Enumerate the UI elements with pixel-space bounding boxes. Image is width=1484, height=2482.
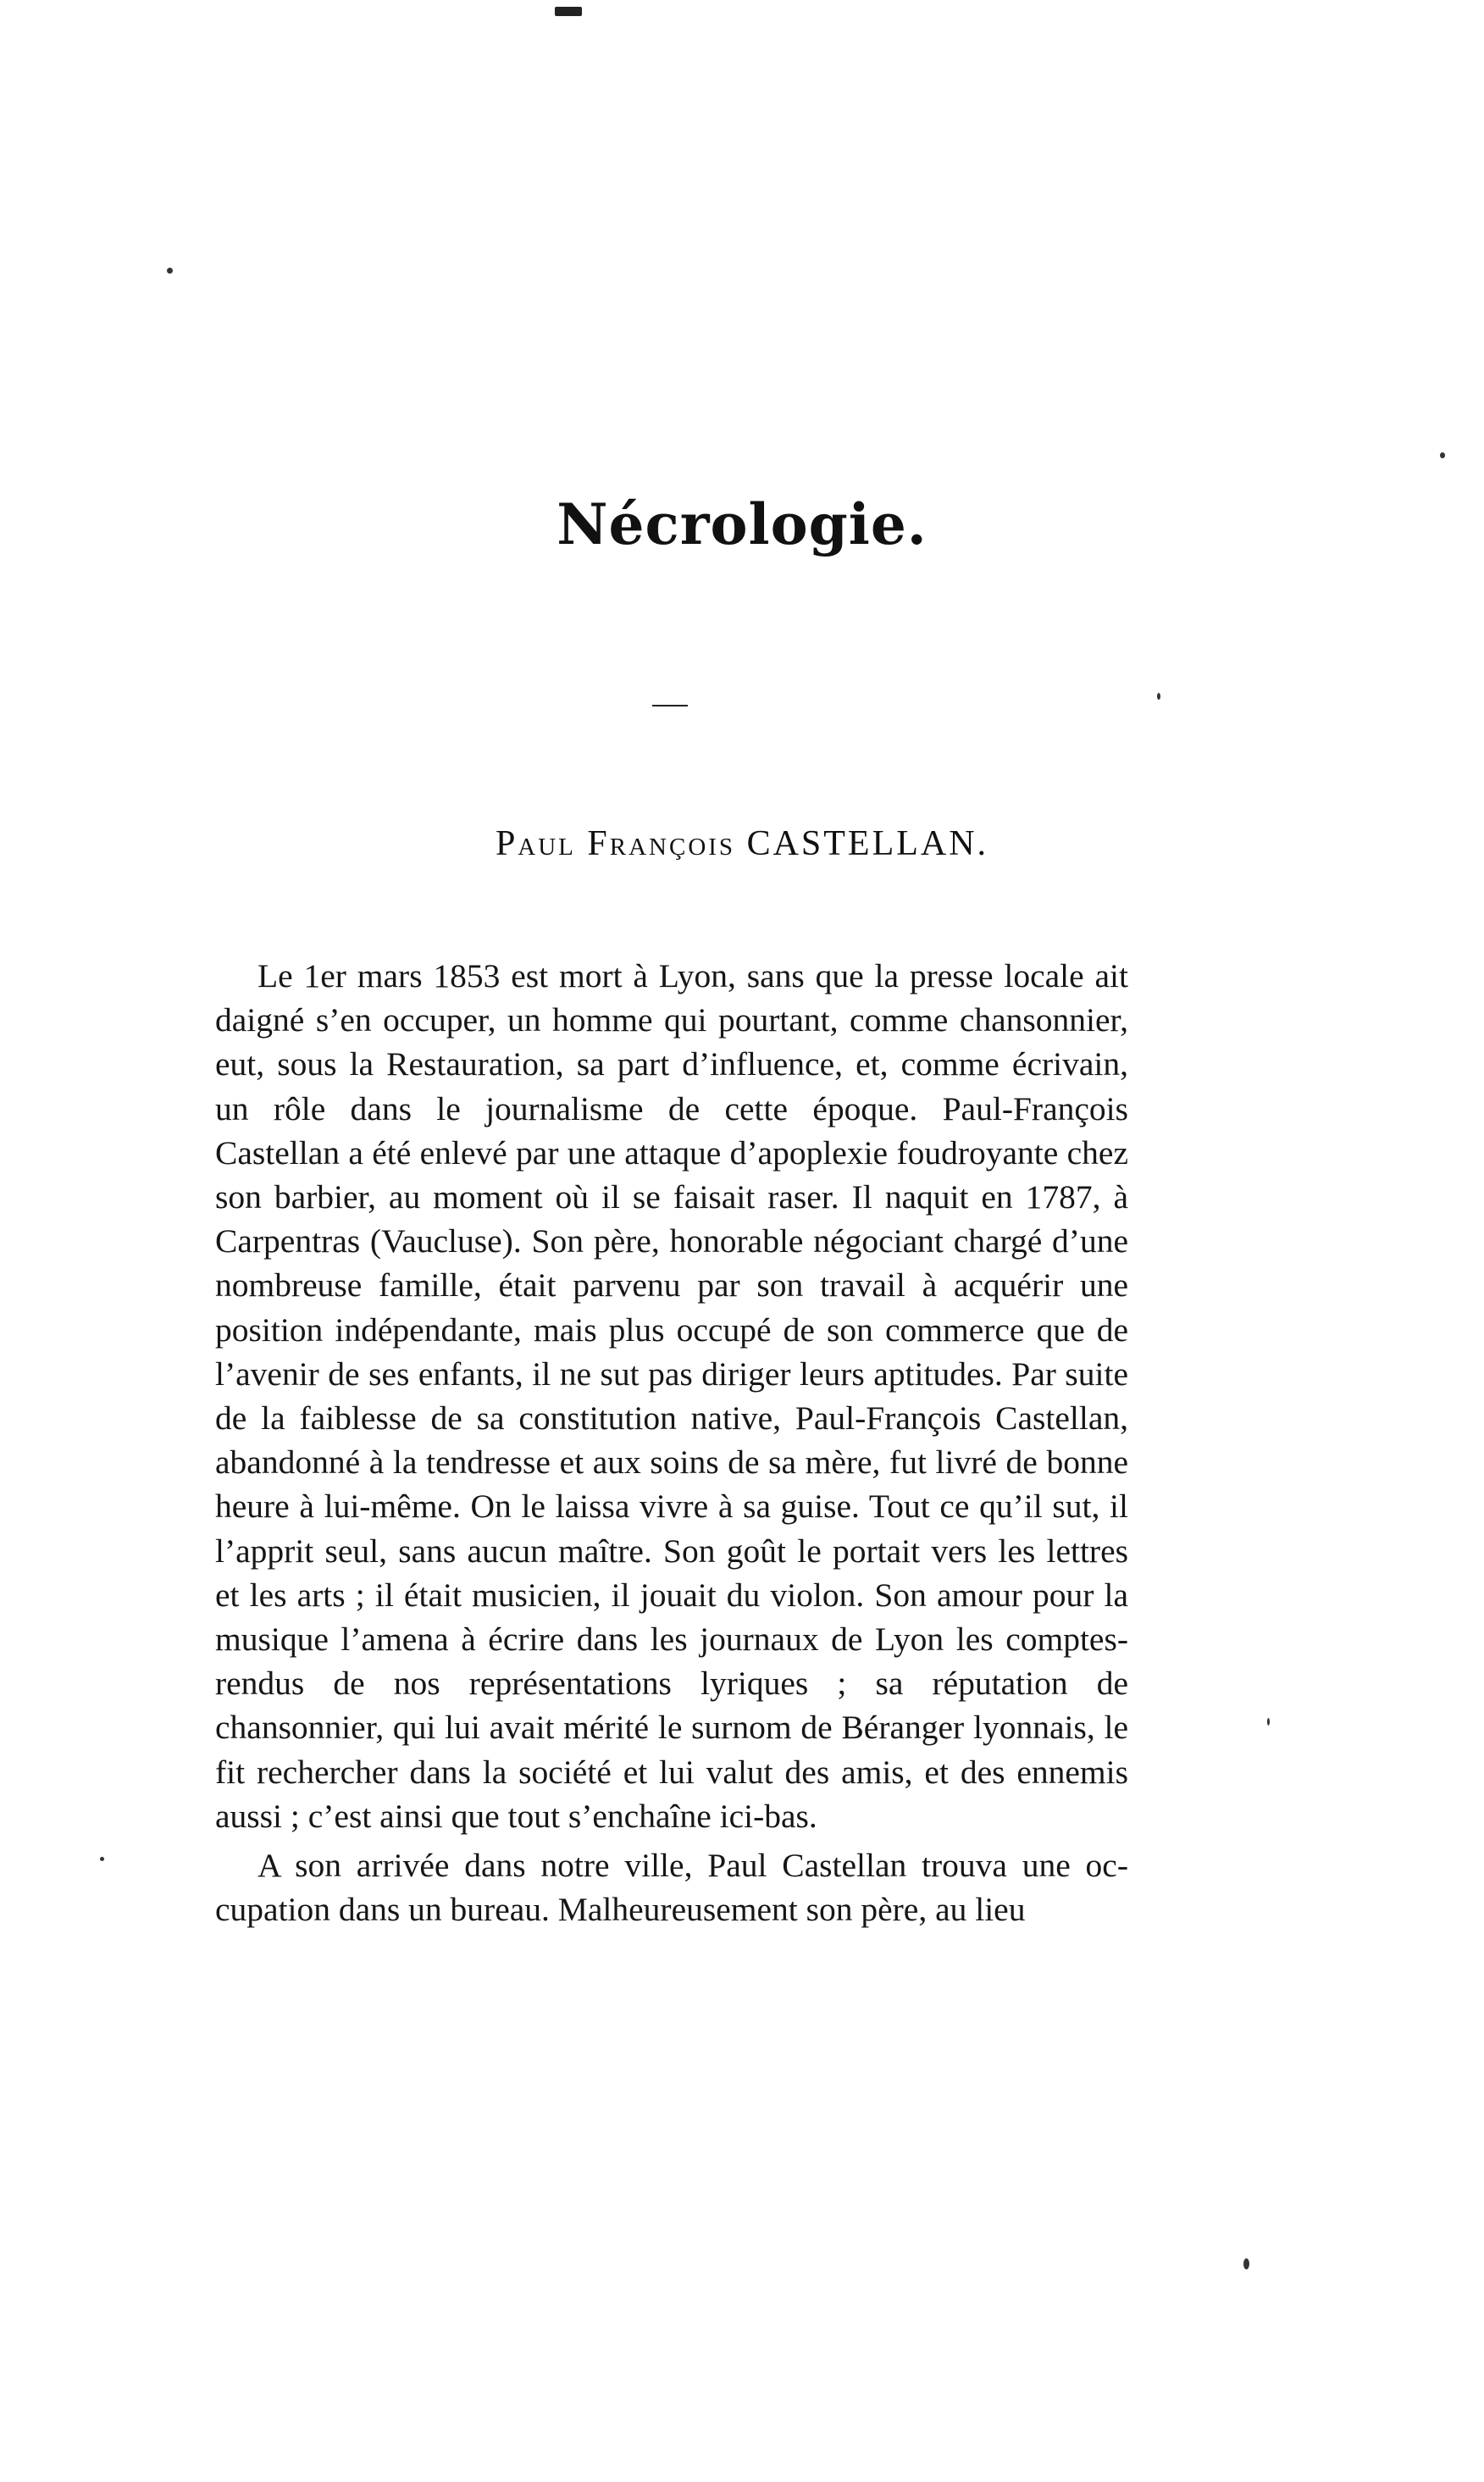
subject-first-names: Paul François [495, 824, 736, 863]
paragraph: A son arrivée dans notre ville, Paul Castellan trouva une occupation dans un bureau. Malheureusement son père, au lieu [215, 1847, 1128, 1929]
ink-speck [1157, 693, 1160, 700]
print-mark [555, 7, 582, 16]
subject-name [0, 823, 1484, 864]
paragraph: Le 1er mars 1853 est mort à Lyon, sans que la presse locale ait daigné s’en occuper, un homme qui pourtant, comme chansonnier, eut, sous la Restauration, sa part d’influence, et, comme écrivain, un rôle dans le journalisme de cette époque. Paul-François Castellan a été enlevé par une attaque d’apoplexie foudroyante chez son barbier, au moment où il se faisait raser. Il naquit en 1787, à Carpentras (Vaucluse). Son père, honorable négociant chargé d’une nombreuse famille, était parvenu par son travail à acquérir une position indépendante, mais plus occupé de son commerce que de l’avenir de ses enfants, il ne sut pas diriger leurs aptitudes. Par suite de la faiblesse de sa constitution native, Paul-François Castellan, abandonné à la tendresse et aux soins de sa mère, fut livré de bonne heure à lui-même. On le laissa vivre à sa guise. Tout ce qu’il sut, il l’apprit seul, sans aucun maître. Son goût le portait vers les lettres et les arts ; il était musicien, il jouait du violon. Son amour pour la musique l’amena à écrire dans les journaux de Lyon les comptes-rendus de nos représentations lyriques ; sa réputation de chansonnier, qui lui avait mérité le surnom de Béranger lyonnais, le fit rechercher dans la société et lui valut des amis, et des ennemis aussi ; c’est ainsi que tout s’enchaîne ici-bas. [215, 957, 1128, 1835]
subject-surname: CASTELLAN. [746, 824, 989, 863]
ink-speck [100, 1857, 104, 1861]
article-body [215, 954, 1128, 1931]
ink-speck [1267, 1718, 1270, 1726]
ink-speck [167, 268, 173, 274]
ink-speck [1440, 452, 1445, 458]
heading-rule [652, 705, 688, 706]
page-heading: Nécrologie. [556, 491, 928, 557]
ink-speck [1243, 2258, 1249, 2269]
